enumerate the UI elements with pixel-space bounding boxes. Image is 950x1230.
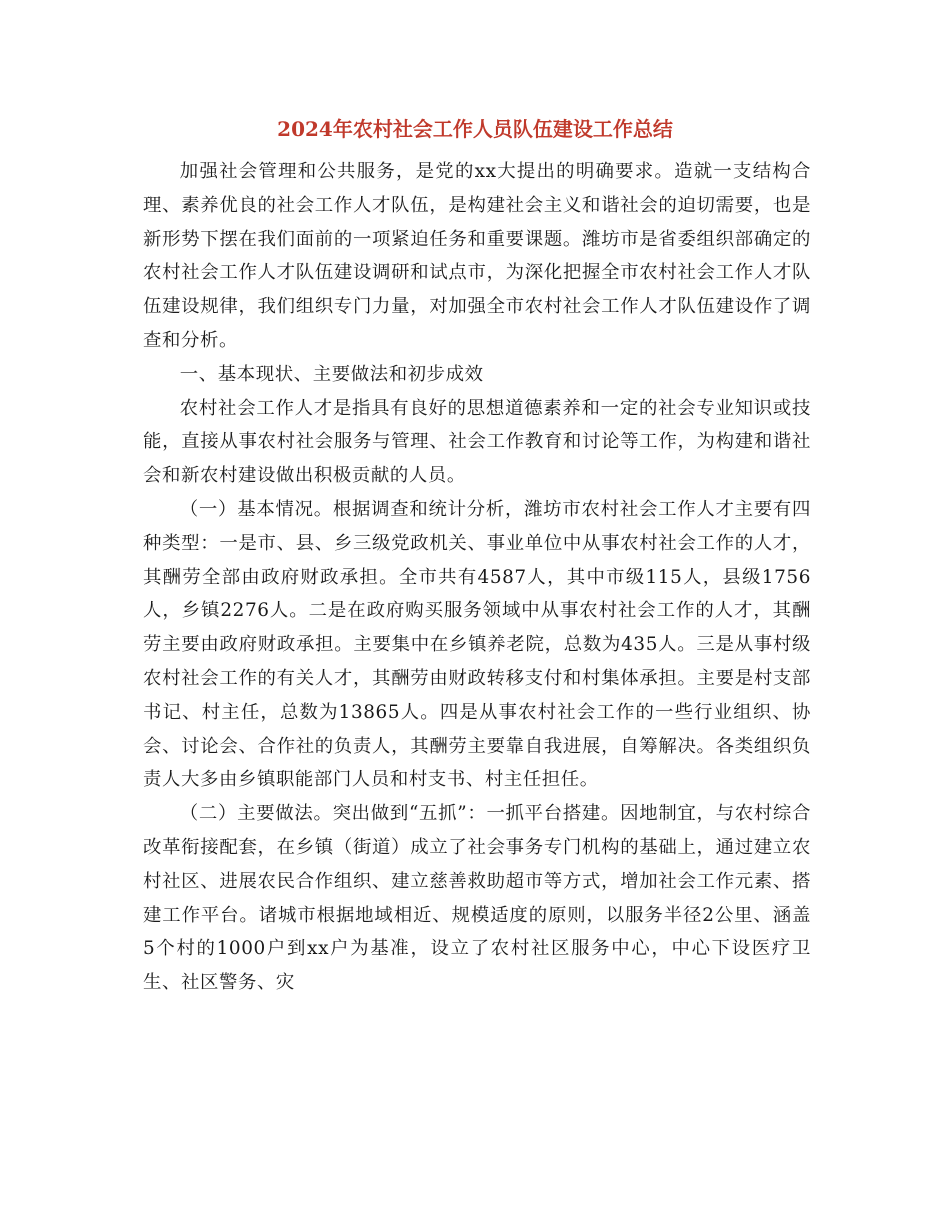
- paragraph-basic-situation: （一）基本情况。根据调查和统计分析，潍坊市农村社会工作人才主要有四种类型：一是市、县、乡三级党政机关、事业单位中从事农村社会工作的人才，其酬劳全部由政府财政承担。全市共有4587人，其中市级115人，县级1756人，乡镇2276人。二是在政府购买服务领域中从事农村社会工作的人才，其酬劳主要由政府财政承担。主要集中在乡镇养老院，总数为435人。三是从事村级农村社会工作的有关人才，其酬劳由财政转移支付和村集体承担。主要是村支部书记、村主任，总数为13865人。四是从事农村社会工作的一些行业组织、协会、讨论会、合作社的负责人，其酬劳主要靠自我进展，自筹解决。各类组织负责人大多由乡镇职能部门人员和村支书、村主任担任。: [143, 498, 811, 791]
- document-body: [143, 155, 811, 1000]
- paragraph-intro: 加强社会管理和公共服务，是党的xx大提出的明确要求。造就一支结构合理、素养优良的社会工作人才队伍，是构建社会主义和谐社会的迫切需要，也是新形势下摆在我们面前的一项紧迫任务和重要课题。潍坊市是省委组织部确定的农村社会工作人才队伍建设调研和试点市，为深化把握全市农村社会工作人才队伍建设规律，我们组织专门力量，对加强全市农村社会工作人才队伍建设作了调查和分析。: [143, 161, 811, 351]
- document-title: 2024年农村社会工作人员队伍建设工作总结: [277, 117, 673, 141]
- section-heading-1: 一、基本现状、主要做法和初步成效: [179, 363, 484, 385]
- paragraph-definition: 农村社会工作人才是指具有良好的思想道德素养和一定的社会专业知识或技能，直接从事农村社会服务与管理、社会工作教育和讨论等工作，为构建和谐社会和新农村建设做出积极贡献的人员。: [143, 397, 811, 487]
- paragraph-main-practices: （二）主要做法。突出做到“五抓”：一抓平台搭建。因地制宜，与农村综合改革衔接配套，在乡镇（街道）成立了社会事务专门机构的基础上，通过建立农村社区、进展农民合作组织、建立慈善救助超市等方式，增加社会工作元素、搭建工作平台。诸城市根据地域相近、规模适度的原则，以服务半径2公里、涵盖5个村的1000户到xx户为基准，设立了农村社区服务中心，中心下设医疗卫生、社区警务、灾: [143, 803, 811, 994]
